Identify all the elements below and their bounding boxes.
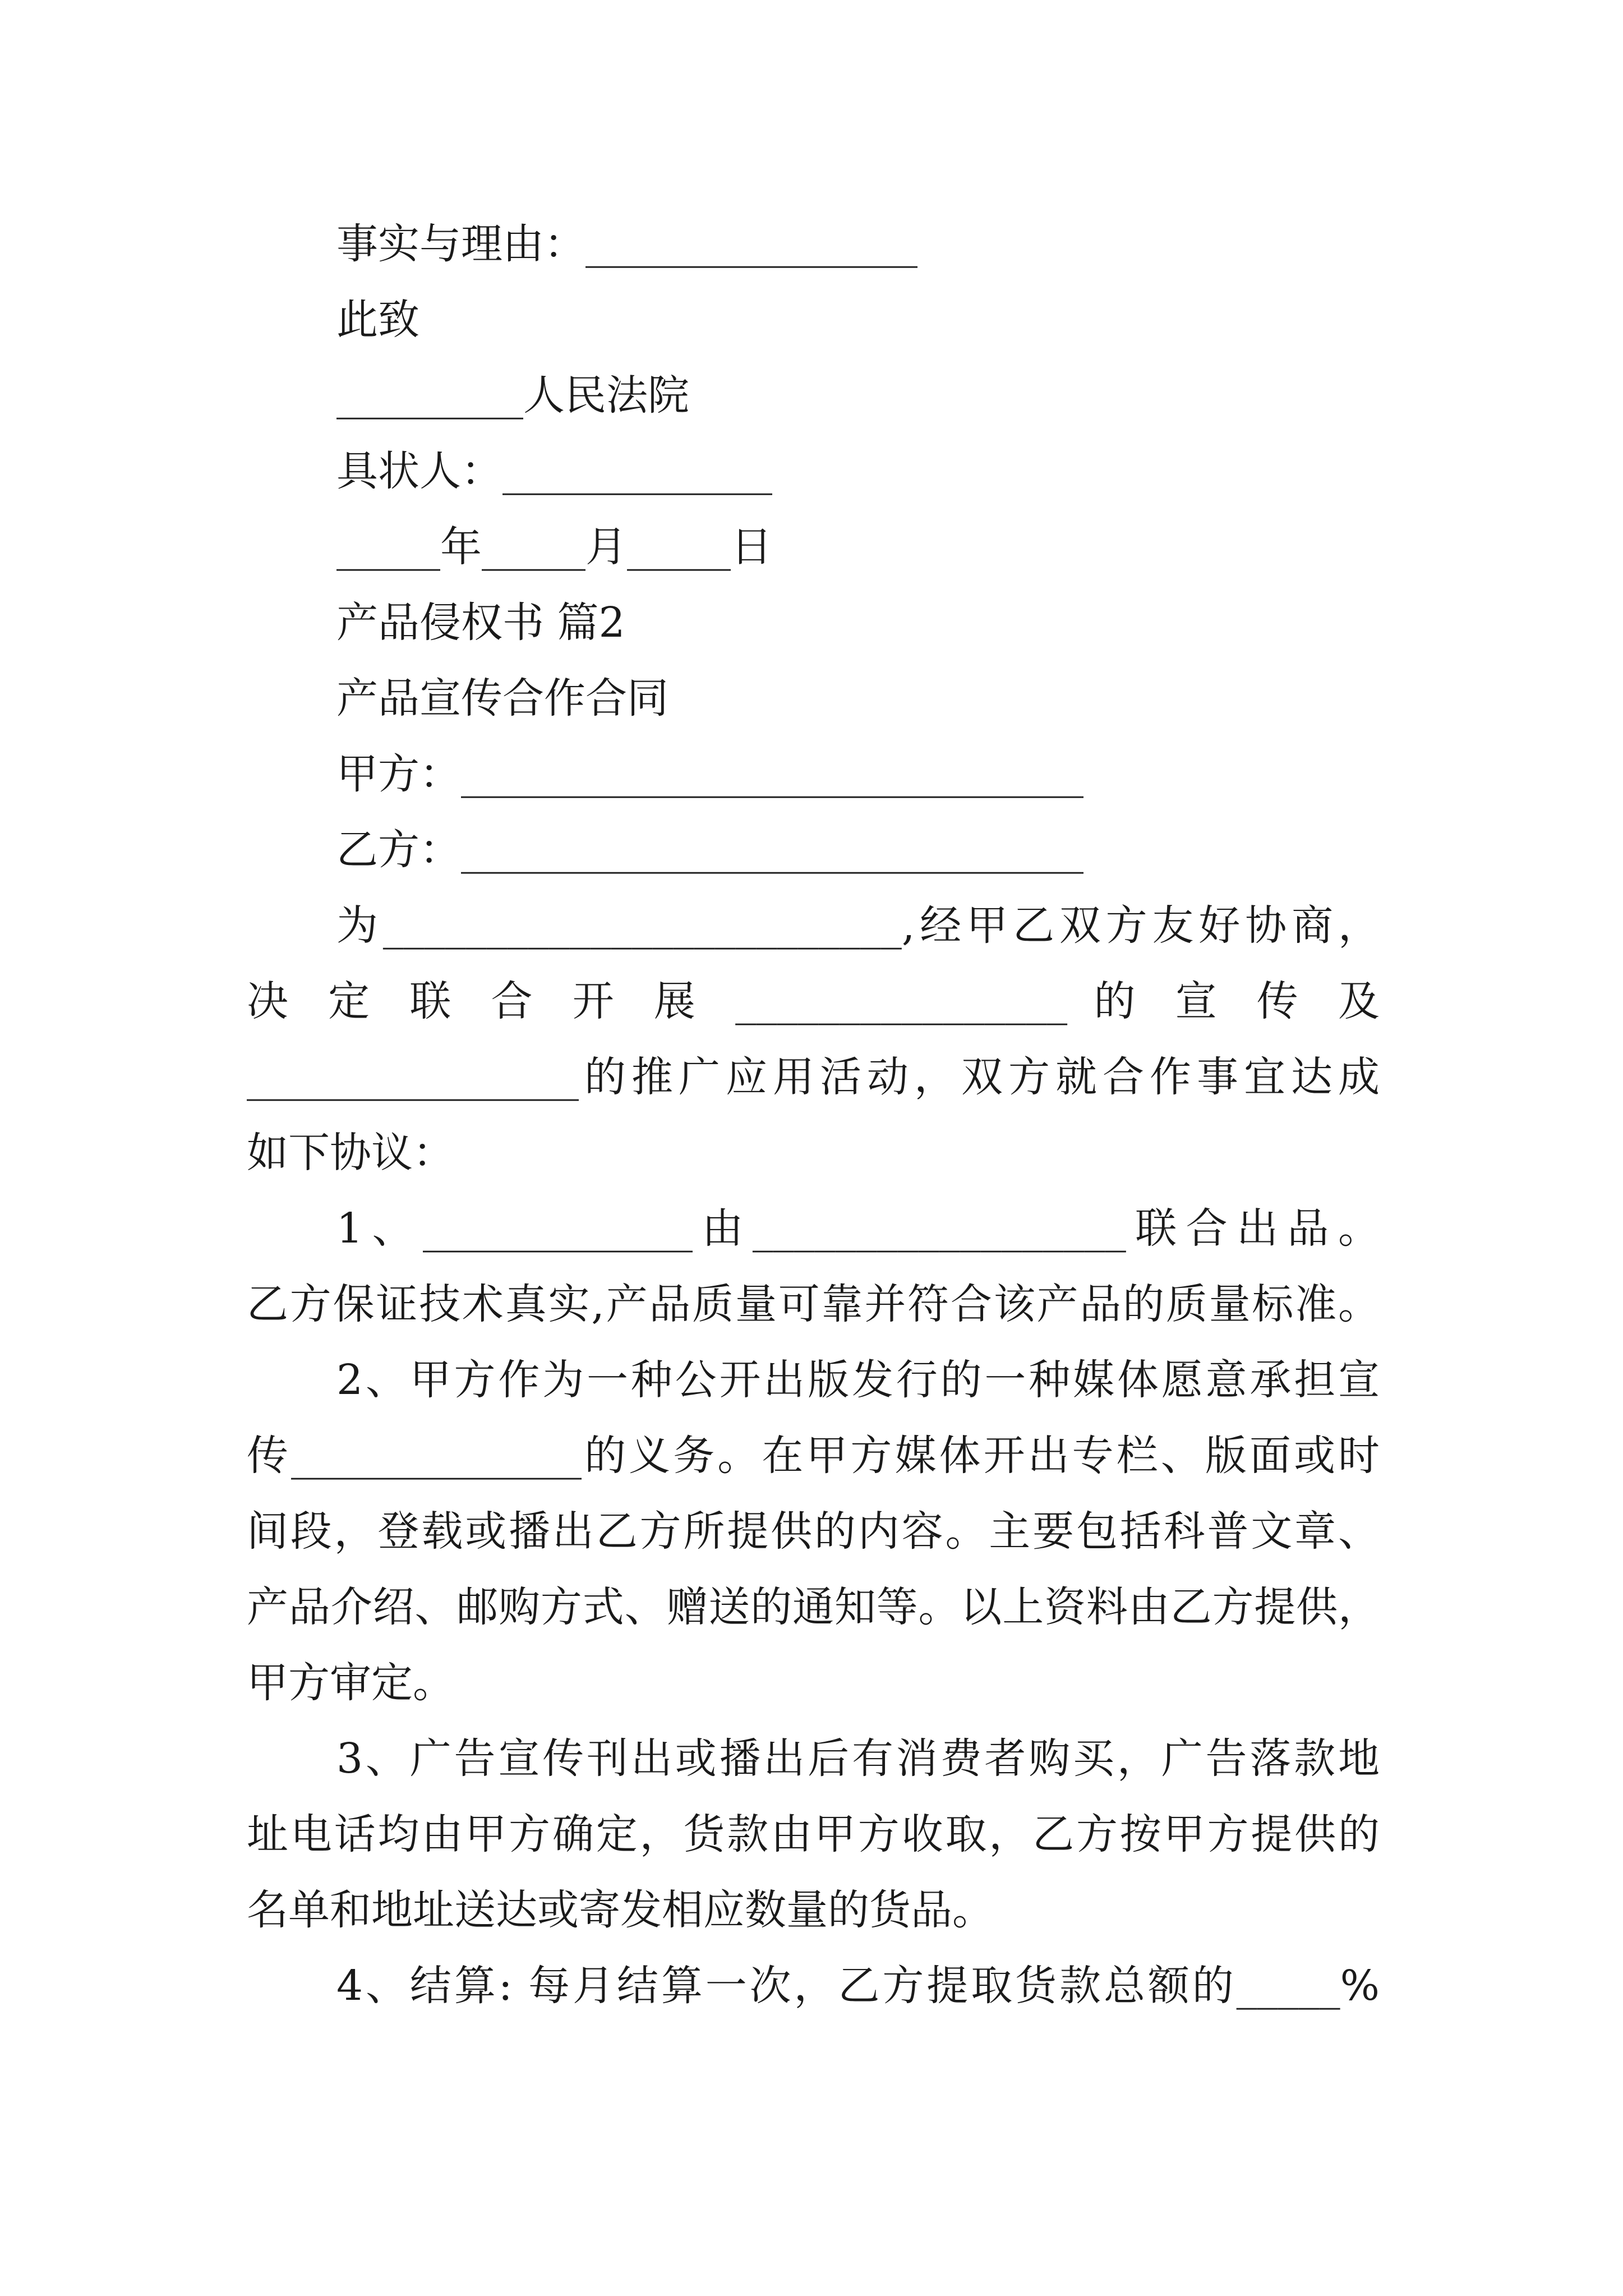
paragraph-line: 为_________________________,经甲乙双方友好协商， <box>336 901 1380 950</box>
party-b-line: 乙方：______________________________ <box>336 826 1083 874</box>
facts-and-reasons-line: 事实与理由：________________ <box>336 220 917 268</box>
clause-1-line: 乙方保证技术真实,产品质量可靠并符合该产品的质量标准。 <box>247 1280 1380 1328</box>
section-heading: 产品侵权书 篇2 <box>336 599 625 647</box>
clause-3-line: 3、广告宣传刊出或播出后有消费者购买，广告落款地 <box>336 1734 1380 1783</box>
clause-2-line: 产品介绍、邮购方式、赠送的通知等。以上资料由乙方提供， <box>247 1583 1380 1631</box>
clause-3-line: 名单和地址送达或寄发相应数量的货品。 <box>247 1886 994 1934</box>
paragraph-line: 决 定 联 合 开 展 ________________ 的 宣 传 及 <box>247 977 1380 1025</box>
party-a-line: 甲方：______________________________ <box>336 750 1083 798</box>
date-line: _____年_____月_____日 <box>336 523 772 571</box>
clause-2-line: 甲方审定。 <box>247 1659 454 1707</box>
plaintiff-line: 具状人：_____________ <box>336 447 772 495</box>
paragraph-line: ________________的推广应用活动，双方就合作事宜达成 <box>247 1053 1380 1101</box>
paragraph-line: 如下协议： <box>247 1129 454 1177</box>
salutation-line: 此致 <box>336 296 419 344</box>
clause-1-line: 1、_____________由__________________联合出品。 <box>336 1204 1380 1253</box>
contract-title: 产品宣传合作合同 <box>336 674 668 723</box>
clause-2-line: 传______________的义务。在甲方媒体开出专栏、版面或时 <box>247 1432 1380 1480</box>
clause-4-line: 4、结算: 每月结算一次，乙方提取货款总额的_____% <box>336 1962 1380 2010</box>
clause-3-line: 址电话均由甲方确定，货款由甲方收取，乙方按甲方提供的 <box>247 1810 1380 1858</box>
court-line: _________人民法院 <box>336 371 689 420</box>
clause-2-line: 2、甲方作为一种公开出版发行的一种媒体愿意承担宣 <box>336 1356 1380 1404</box>
clause-2-line: 间段，登载或播出乙方所提供的内容。主要包括科普文章、 <box>247 1507 1380 1556</box>
